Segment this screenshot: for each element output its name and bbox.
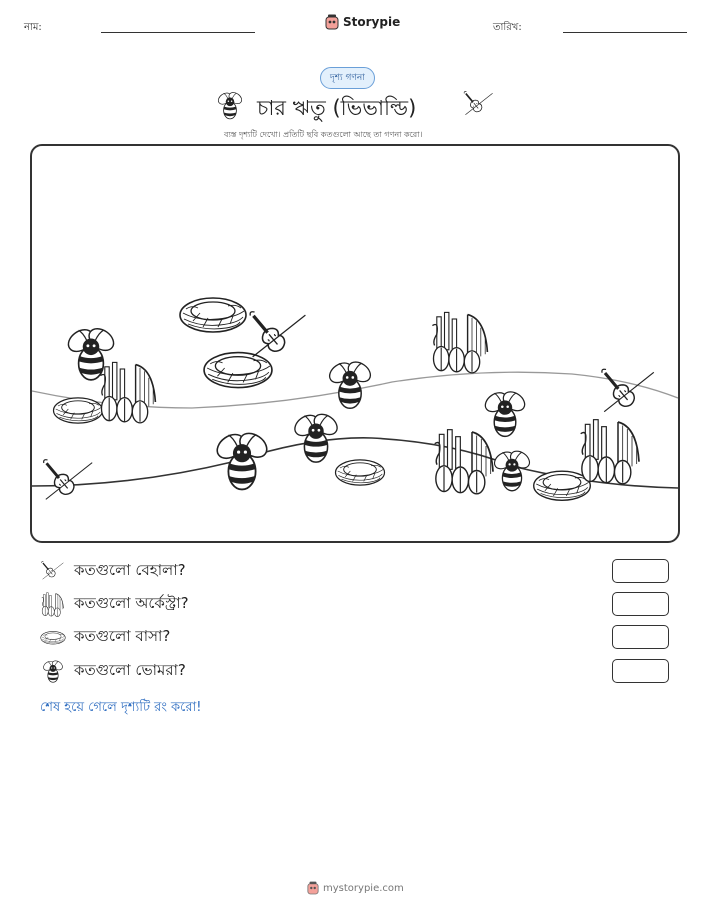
- orchestra-icon: [432, 312, 487, 373]
- bee-icon: [291, 410, 341, 462]
- violin-icon: [38, 455, 92, 499]
- question-text: কতগুলো অর্কেস্ট্রা?: [74, 593, 189, 612]
- question-text: কতগুলো বাসা?: [74, 626, 171, 645]
- brand-name: Storypie: [343, 15, 401, 29]
- footer-url[interactable]: mystorypie.com: [323, 882, 404, 894]
- finish-instruction: শেষ হয়ে গেলে দৃশ্যটি রং করো!: [40, 700, 202, 715]
- bee-icon: [40, 658, 66, 684]
- storypie-logo-icon: [307, 881, 319, 895]
- violin-icon: [40, 558, 66, 584]
- violin-icon: [596, 365, 654, 412]
- name-label: নাম:: [24, 22, 42, 33]
- counting-scene: [30, 144, 680, 543]
- question-text: কতগুলো ভোমরা?: [74, 660, 186, 679]
- answer-box-violins[interactable]: [612, 559, 669, 583]
- question-nests: [40, 624, 170, 650]
- bee-icon: [214, 89, 246, 121]
- answer-box-nests[interactable]: [612, 625, 669, 649]
- brand: [325, 14, 400, 30]
- storypie-logo-icon: [325, 14, 339, 30]
- bee-icon: [326, 358, 374, 408]
- nest-icon: [53, 398, 102, 423]
- instructions: ব্যস্ত দৃশ্যটি দেখো। প্রতিটি ছবি কতগুলো আছে তা গণনা করো।: [224, 130, 423, 139]
- orchestra-icon: [435, 430, 493, 494]
- bee-icon: [213, 428, 272, 489]
- nest-icon: [534, 471, 591, 500]
- question-text: কতগুলো বেহালা?: [74, 560, 186, 579]
- footer: [307, 881, 404, 895]
- nest-icon: [180, 298, 246, 332]
- violin-icon: [244, 307, 306, 357]
- question-orchestras: [40, 591, 189, 617]
- violin-icon: [462, 89, 496, 119]
- orchestra-icon: [40, 591, 66, 617]
- nest-icon: [204, 353, 272, 388]
- bee-icon: [482, 388, 528, 436]
- scene-illustration: [32, 146, 678, 541]
- nest-icon: [335, 460, 384, 485]
- answer-box-bees[interactable]: [612, 659, 669, 683]
- orchestra-icon: [100, 362, 155, 423]
- nest-icon: [40, 624, 66, 650]
- orchestra-icon: [581, 420, 639, 484]
- question-violins: [40, 558, 186, 584]
- activity-badge: দৃশ্য গণনা: [320, 67, 375, 89]
- name-field[interactable]: [101, 32, 255, 33]
- answer-box-orchestras[interactable]: [612, 592, 669, 616]
- date-field[interactable]: [563, 32, 687, 33]
- date-label: তারিখ:: [493, 22, 522, 33]
- question-bees: [40, 658, 186, 684]
- page-title: চার ঋতু (ভিভাল্ডি): [257, 96, 417, 120]
